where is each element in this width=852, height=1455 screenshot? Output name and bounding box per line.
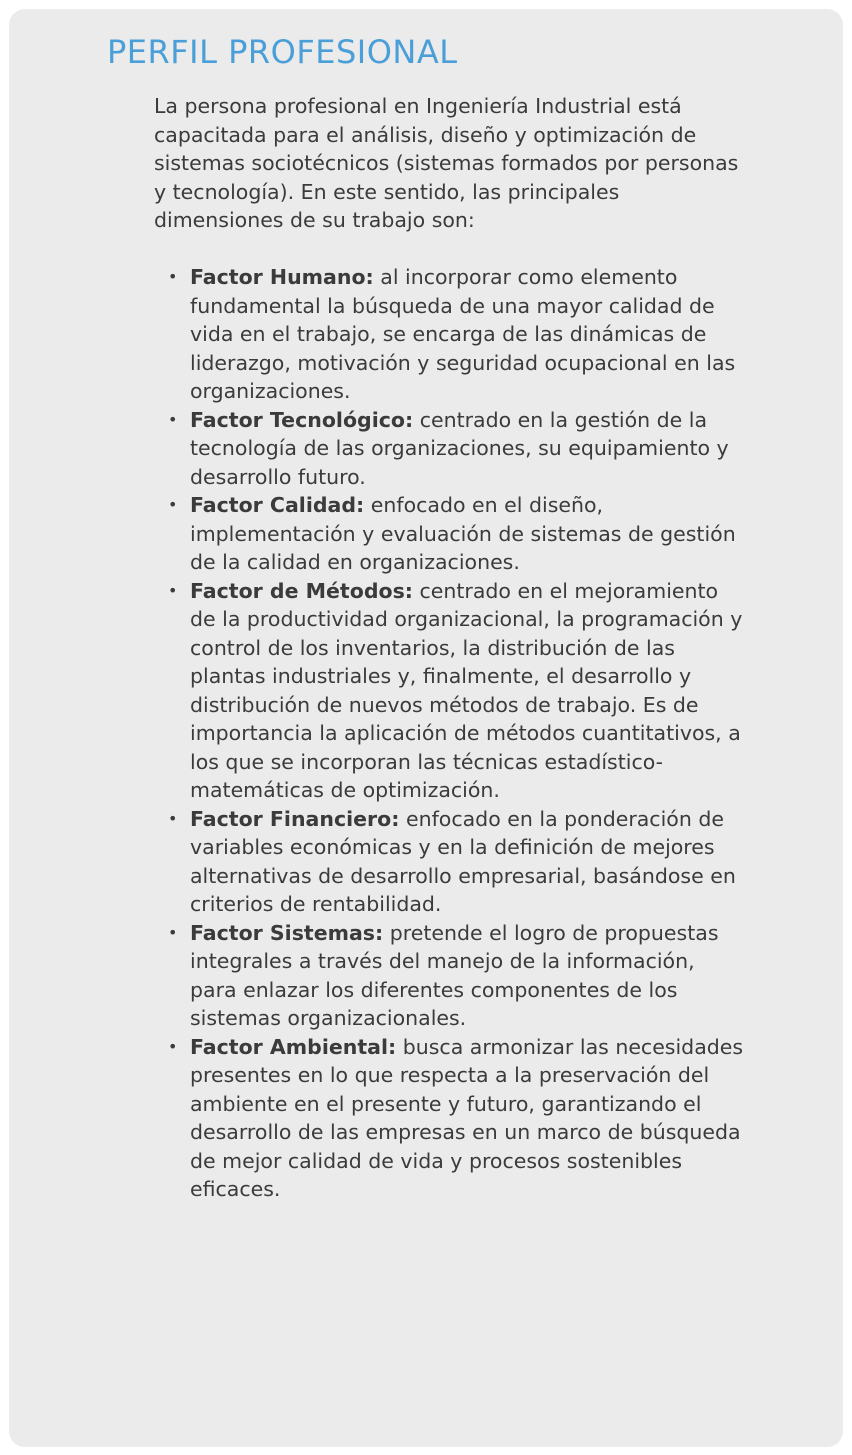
factor-description: centrado en el mejoramiento de la productividad organizacional, la programación y control de los inventarios, la distribución de las plantas industriales y, finalmente, el desarrollo y distribución de nuevos métodos de trabajo. Es de importancia la aplicación de métodos cuantitativos, a los que se incorporan las técnicas estadístico-matemáticas de optimización. bbox=[190, 578, 743, 802]
bullet-icon: • bbox=[168, 495, 178, 514]
factor-name: Factor de Métodos: bbox=[190, 578, 413, 603]
factor-name: Factor Calidad: bbox=[190, 493, 365, 517]
factor-name: Factor Financiero: bbox=[190, 806, 400, 831]
bullet-icon: • bbox=[168, 922, 178, 942]
factor-item-metodos bbox=[154, 577, 744, 805]
intro-paragraph: La persona profesional en Ingeniería Industrial está capacitada para el análisis, diseño y optimización de sistemas sociotécnicos (sistemas formados por personas y tecnología). En este sentido, las principales dimensiones de su trabajo son: bbox=[154, 94, 739, 232]
factor-name: Factor Tecnológico: bbox=[190, 407, 414, 432]
factor-description: busca armonizar las necesidades presentes en lo que respecta a la preservación del ambiente en el presente y futuro, garantizando el desarrollo de las empresas en un marco de búsqueda de mejor calidad de vida y procesos sostenibles eficaces. bbox=[190, 1034, 744, 1201]
bullet-icon: • bbox=[168, 580, 178, 600]
factor-item-sistemas bbox=[154, 919, 744, 1033]
factor-description: enfocado en la ponderación de variables económicas y en la definición de mejores alternativas de desarrollo empresarial, basándose en criterios de rentabilidad. bbox=[190, 806, 736, 916]
section-title: PERFIL PROFESIONAL bbox=[107, 33, 458, 71]
factor-name: Factor Ambiental: bbox=[190, 1034, 397, 1059]
factor-description: al incorporar como elemento fundamental la búsqueda de una mayor calidad de vida en el trabajo, se encarga de las dinámicas de liderazgo, motivación y seguridad ocupacional en las organizaciones. bbox=[190, 265, 736, 403]
bullet-icon: • bbox=[168, 808, 178, 828]
factor-item-financiero bbox=[154, 805, 744, 919]
factor-name: Factor Humano: bbox=[190, 265, 374, 289]
factor-item-ambiental bbox=[154, 1033, 744, 1204]
factor-item-humano bbox=[154, 263, 744, 406]
factor-name: Factor Sistemas: bbox=[190, 920, 384, 945]
factor-item-calidad bbox=[154, 491, 744, 577]
bullet-icon: • bbox=[168, 1036, 178, 1056]
factor-description: pretende el logro de propuestas integrales a través del manejo de la información, para enlazar los diferentes componentes de los sistemas organizacionales. bbox=[190, 920, 719, 1030]
bullet-icon: • bbox=[168, 267, 178, 286]
factor-description: centrado en la gestión de la tecnología de las organizaciones, su equipamiento y desarrollo futuro. bbox=[190, 407, 729, 489]
factor-description: enfocado en el diseño, implementación y evaluación de sistemas de gestión de la calidad en organizaciones. bbox=[190, 493, 736, 574]
factor-list bbox=[154, 263, 744, 1204]
factor-item-tecnologico bbox=[154, 406, 744, 492]
bullet-icon: • bbox=[168, 409, 178, 429]
card-content bbox=[154, 92, 744, 1204]
profile-card bbox=[9, 9, 843, 1447]
